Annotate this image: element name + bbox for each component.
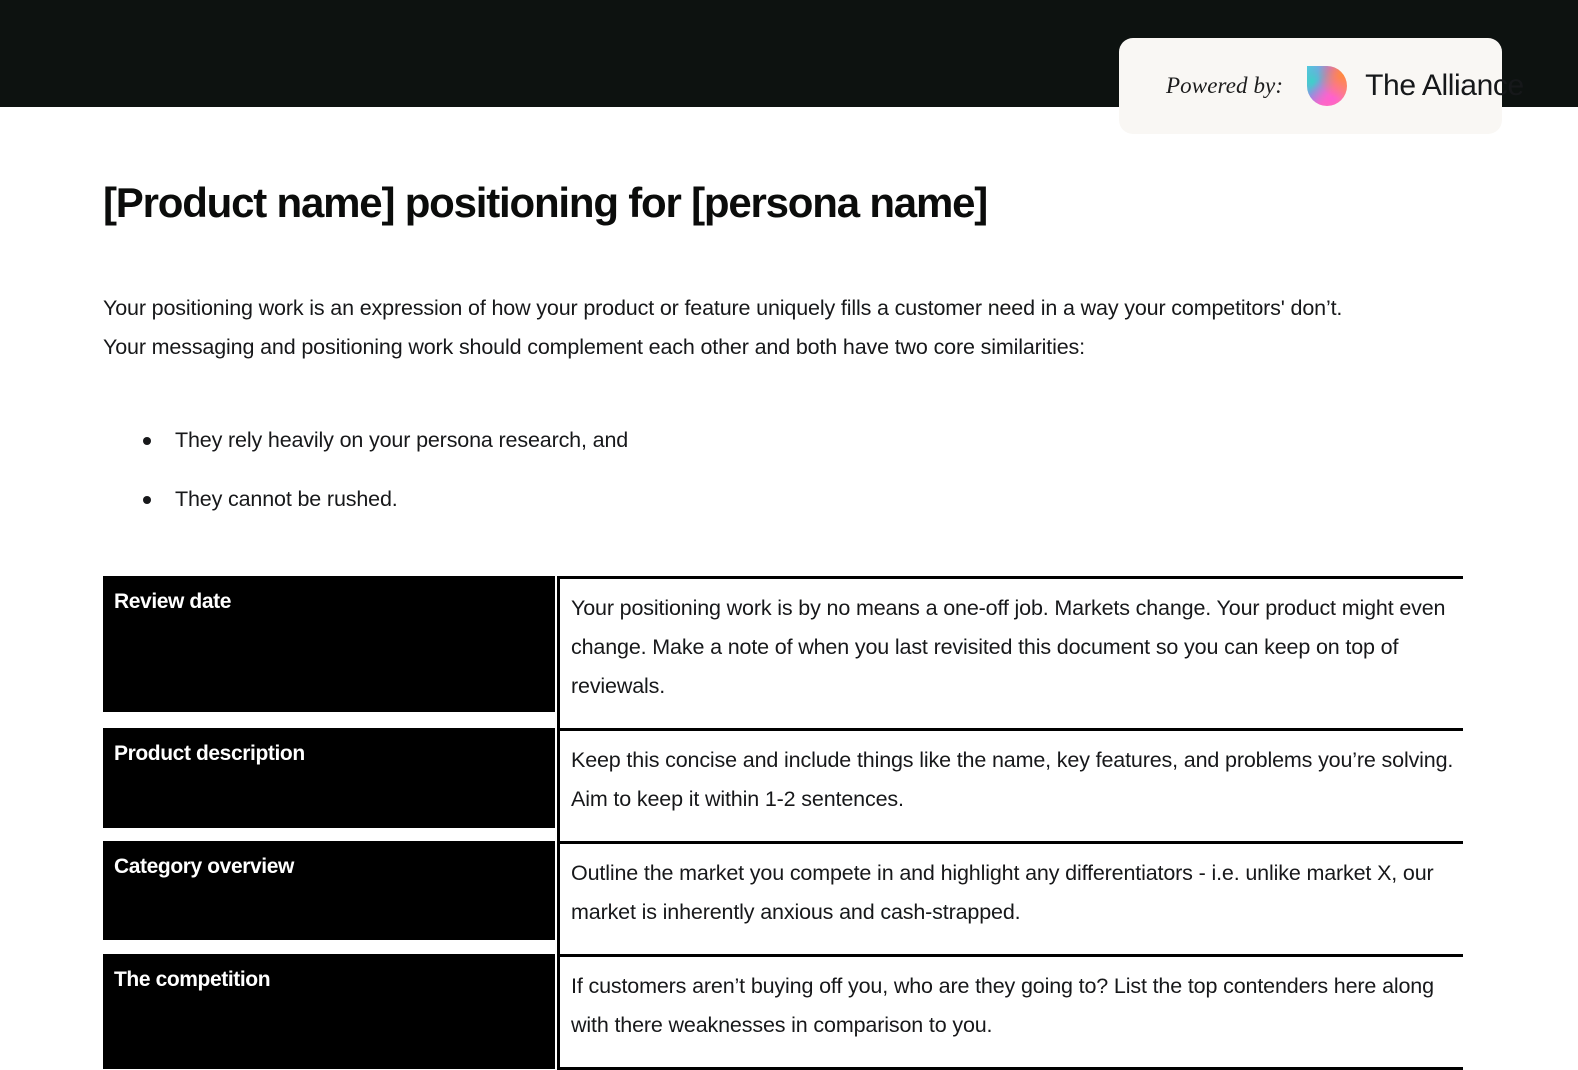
page-title: [Product name] positioning for [persona name] [103,179,988,226]
similarities-list [103,425,1303,543]
table-row-label: Product description [103,728,555,828]
powered-by-badge [1119,38,1524,134]
list-item-label: They cannot be rushed. [175,487,398,511]
table-row-description[interactable]: If customers aren’t buying off you, who are they going to? List the top contenders here along with there weaknesses in comparison to you. [557,954,1463,1070]
table-row-description[interactable]: Keep this concise and include things like the name, key features, and problems you’re solving. Aim to keep it within 1-2 sentences. [557,728,1463,841]
list-item-label: They rely heavily on your persona research, and [175,428,629,452]
table-row-description[interactable]: Outline the market you compete in and highlight any differentiators - i.e. unlike market X, our market is inherently anxious and cash-strapped. [557,841,1463,954]
list-item [103,425,1303,455]
powered-by-label: Powered by: [1166,73,1284,98]
table-row [103,728,1463,841]
bullet-dot-icon [143,437,151,445]
intro-paragraph: Your positioning work is an expression of how your product or feature uniquely fills a customer need in a way your competitors' don’t. Your messaging and positioning work should complement each other and both have two core similarities: [103,296,1343,359]
table-row [103,841,1463,954]
table-row-label: The competition [103,954,555,1069]
bullet-dot-icon [143,496,151,504]
table-row-label: Review date [103,576,555,712]
alliance-brand-name: The Alliance [1365,69,1524,102]
positioning-table [103,576,1463,1070]
list-item [103,484,1303,514]
table-row [103,954,1463,1070]
table-row-description[interactable]: Your positioning work is by no means a one-off job. Markets change. Your product might even change. Make a note of when you last revisited this document so you can keep on top of reviewals. [557,576,1463,728]
alliance-logo-icon [1307,66,1347,106]
table-row [103,576,1463,728]
table-row-label: Category overview [103,841,555,940]
